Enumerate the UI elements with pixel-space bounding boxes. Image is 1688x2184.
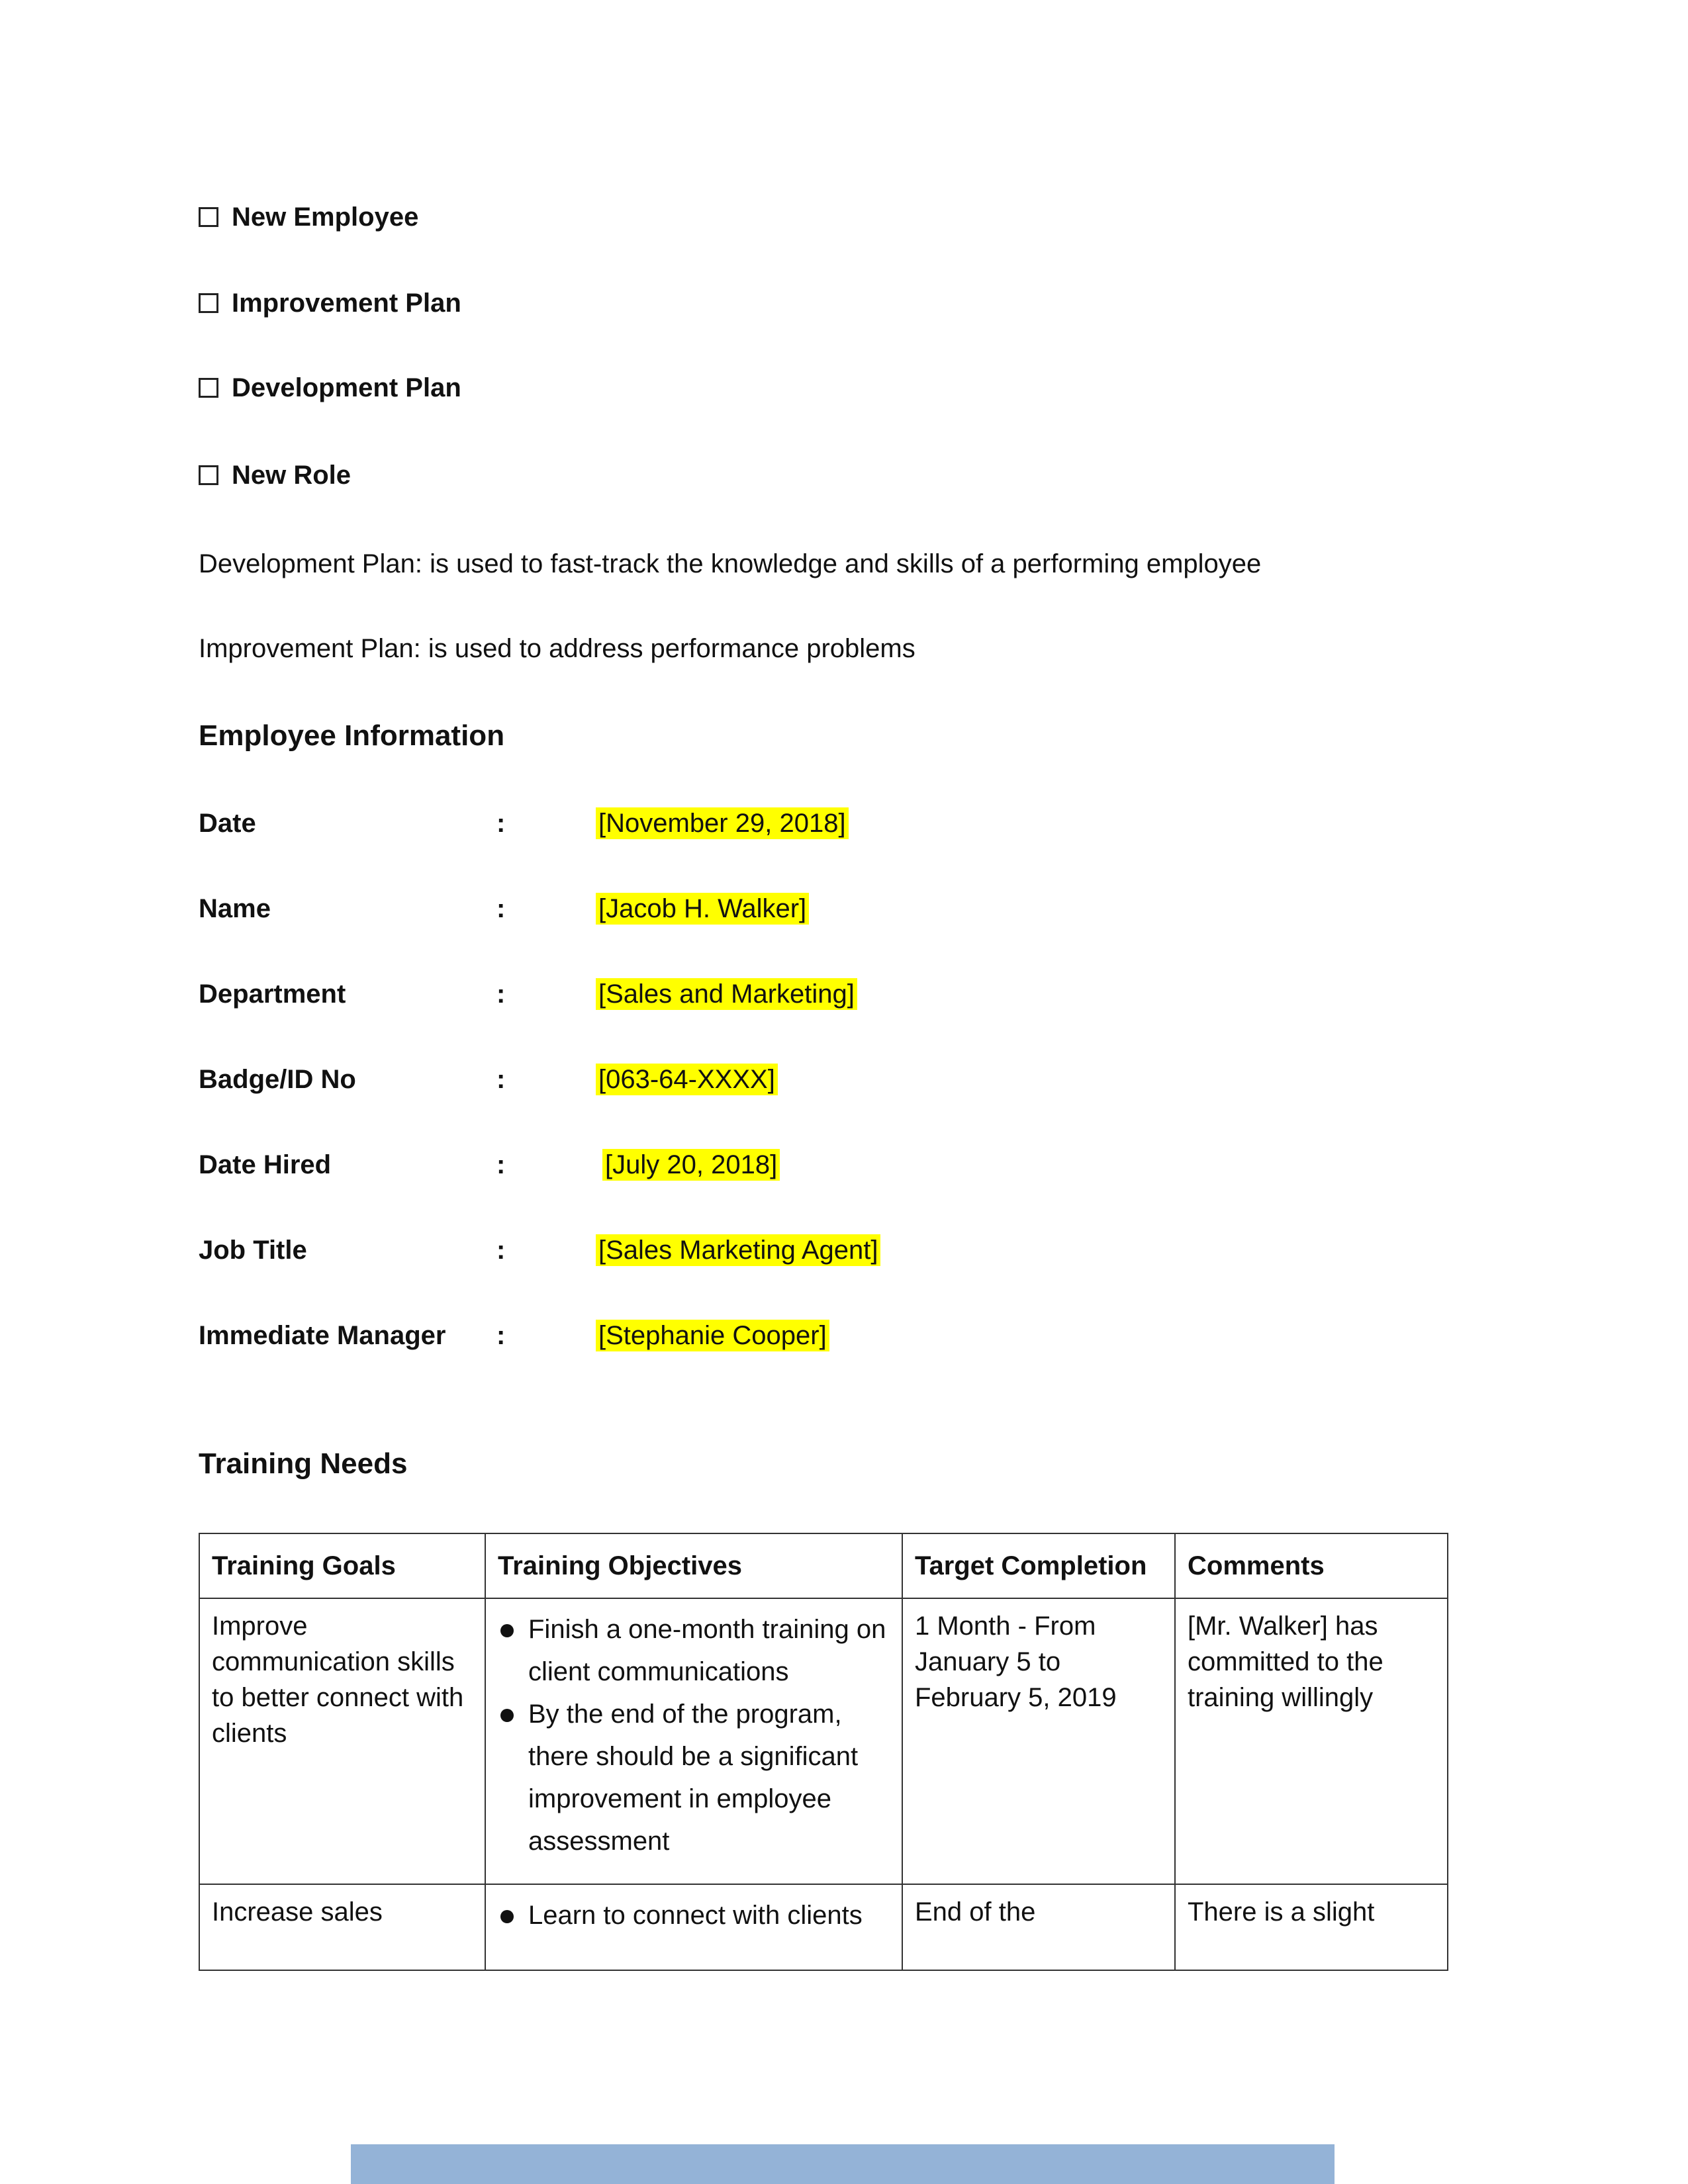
development-plan-definition: Development Plan: is used to fast-track the knowledge and skills of a performing employee [199,549,1262,578]
info-value[interactable] [602,1145,780,1185]
cell-training-goal: Increase sales [199,1884,485,1970]
info-label: Immediate Manager [199,1321,446,1350]
objectives-list [498,1894,891,1936]
info-label: Date Hired [199,1150,332,1179]
info-value[interactable] [596,974,857,1014]
column-header-target-completion: Target Completion [902,1533,1175,1598]
info-value[interactable] [596,1230,880,1270]
info-value[interactable] [596,1060,778,1099]
table-header-row [199,1533,1448,1598]
employee-information-heading: Employee Information [199,719,505,752]
objectives-list [498,1608,891,1862]
info-label: Job Title [199,1236,307,1265]
footer-bar [351,2144,1335,2184]
info-separator: : [496,1065,506,1094]
column-header-training-goals: Training Goals [199,1533,485,1598]
list-item: By the end of the program, there should be a significant improvement in employee assessment [498,1693,891,1862]
training-needs-heading: Training Needs [199,1447,408,1480]
info-row-immediate-manager [199,1316,1258,1355]
highlighted-value: [063-64-XXXX] [596,1064,778,1095]
column-header-comments: Comments [1175,1533,1448,1598]
highlighted-value: [Jacob H. Walker] [596,893,809,925]
cell-training-objectives [485,1884,902,1970]
improvement-plan-definition: Improvement Plan: is used to address performance problems [199,634,915,663]
highlighted-value: [July 20, 2018] [602,1149,780,1181]
info-value[interactable] [596,1316,829,1355]
column-header-training-objectives: Training Objectives [485,1533,902,1598]
table-row [199,1598,1448,1884]
cell-comments: [Mr. Walker] has committed to the training willingly [1175,1598,1448,1884]
cell-target-completion: End of the [902,1884,1175,1970]
cell-training-objectives [485,1598,902,1884]
info-row-badge-id [199,1060,1258,1099]
checkbox-icon[interactable] [199,378,218,398]
checkbox-new-employee[interactable] [199,199,418,236]
info-separator: : [496,809,506,838]
info-value[interactable] [596,889,809,929]
info-label: Department [199,979,346,1009]
info-separator: : [496,894,506,923]
cell-target-completion: 1 Month - From January 5 to February 5, 2019 [902,1598,1175,1884]
info-row-date-hired [199,1145,1258,1185]
table-row [199,1884,1448,1970]
info-separator: : [496,1236,506,1265]
info-label: Badge/ID No [199,1065,356,1094]
info-row-job-title [199,1230,1258,1270]
list-item: Finish a one-month training on client communications [498,1608,891,1693]
info-row-name [199,889,1258,929]
checkbox-new-role[interactable] [199,457,351,494]
checkbox-icon[interactable] [199,465,218,485]
highlighted-value: [November 29, 2018] [596,807,849,839]
checkbox-improvement-plan[interactable] [199,285,461,322]
cell-comments: There is a slight [1175,1884,1448,1970]
training-needs-table [199,1533,1448,1971]
checkbox-label: New Employee [232,203,419,232]
highlighted-value: [Stephanie Cooper] [596,1320,829,1351]
info-row-date [199,803,1258,843]
checkbox-label: Improvement Plan [232,289,461,318]
list-item: Learn to connect with clients [498,1894,891,1936]
info-row-department [199,974,1258,1014]
info-separator: : [496,979,506,1009]
checkbox-label: Development Plan [232,373,461,402]
highlighted-value: [Sales Marketing Agent] [596,1234,880,1266]
info-label: Date [199,809,256,838]
checkbox-label: New Role [232,461,352,490]
info-value[interactable] [596,803,849,843]
checkbox-development-plan[interactable] [199,369,461,406]
info-label: Name [199,894,271,923]
checkbox-icon[interactable] [199,207,218,227]
info-separator: : [496,1321,506,1350]
highlighted-value: [Sales and Marketing] [596,978,857,1010]
info-separator: : [496,1150,506,1179]
checkbox-icon[interactable] [199,293,218,313]
cell-training-goal: Improve communication skills to better connect with clients [199,1598,485,1884]
